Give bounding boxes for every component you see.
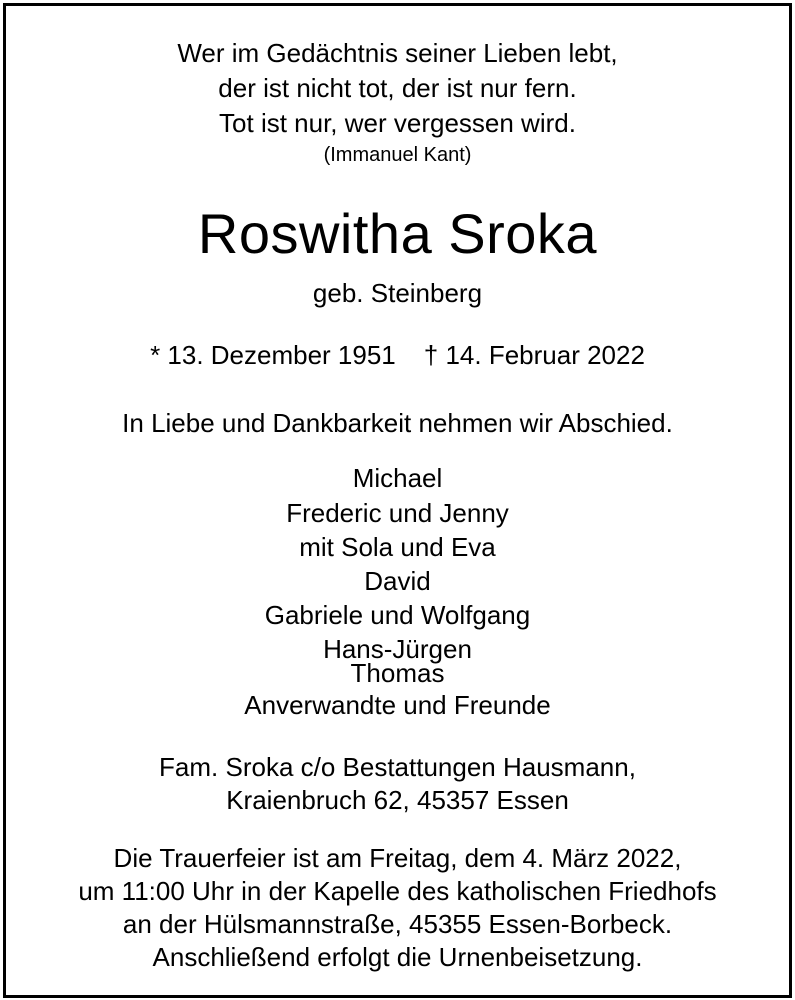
service-line-1: Die Trauerfeier ist am Freitag, dem 4. März 2022, xyxy=(113,843,682,873)
mourner-5: Gabriele und Wolfgang xyxy=(264,600,531,630)
farewell-text: In Liebe und Dankbarkeit nehmen wir Abschied. xyxy=(122,408,673,438)
mourner-6: Hans-Jürgen xyxy=(323,634,472,664)
mourner-1: Michael xyxy=(352,463,443,493)
birth-date: * 13. Dezember 1951 xyxy=(150,340,396,370)
mourner-2: Frederic und Jenny xyxy=(286,498,509,528)
quote-author: (Immanuel Kant) xyxy=(323,144,472,166)
service-line-3: an der Hülsmannstraße, 45355 Essen-Borbeck. xyxy=(122,909,673,939)
deceased-name: Roswitha Sroka xyxy=(197,202,598,265)
quote-line-2: der ist nicht tot, der ist nur fern. xyxy=(218,73,577,103)
life-dates xyxy=(0,340,795,370)
death-date: † 14. Februar 2022 xyxy=(423,340,645,370)
mourner-4: David xyxy=(364,566,431,596)
service-line-4: Anschließend erfolgt die Urnenbeisetzung. xyxy=(152,942,643,972)
service-line-2: um 11:00 Uhr in der Kapelle des katholischen Friedhofs xyxy=(78,876,717,906)
mourner-7: Thomas xyxy=(350,658,445,688)
address-line-2: Kraienbruch 62, 45357 Essen xyxy=(226,785,569,815)
quote-line-1: Wer im Gedächtnis seiner Lieben lebt, xyxy=(177,38,618,68)
mourner-3: mit Sola und Eva xyxy=(299,532,496,562)
quote-line-3: Tot ist nur, wer vergessen wird. xyxy=(219,108,576,138)
maiden-name: geb. Steinberg xyxy=(312,278,483,308)
address-line-1: Fam. Sroka c/o Bestattungen Hausmann, xyxy=(159,752,636,782)
mourner-8: Anverwandte und Freunde xyxy=(244,690,551,720)
